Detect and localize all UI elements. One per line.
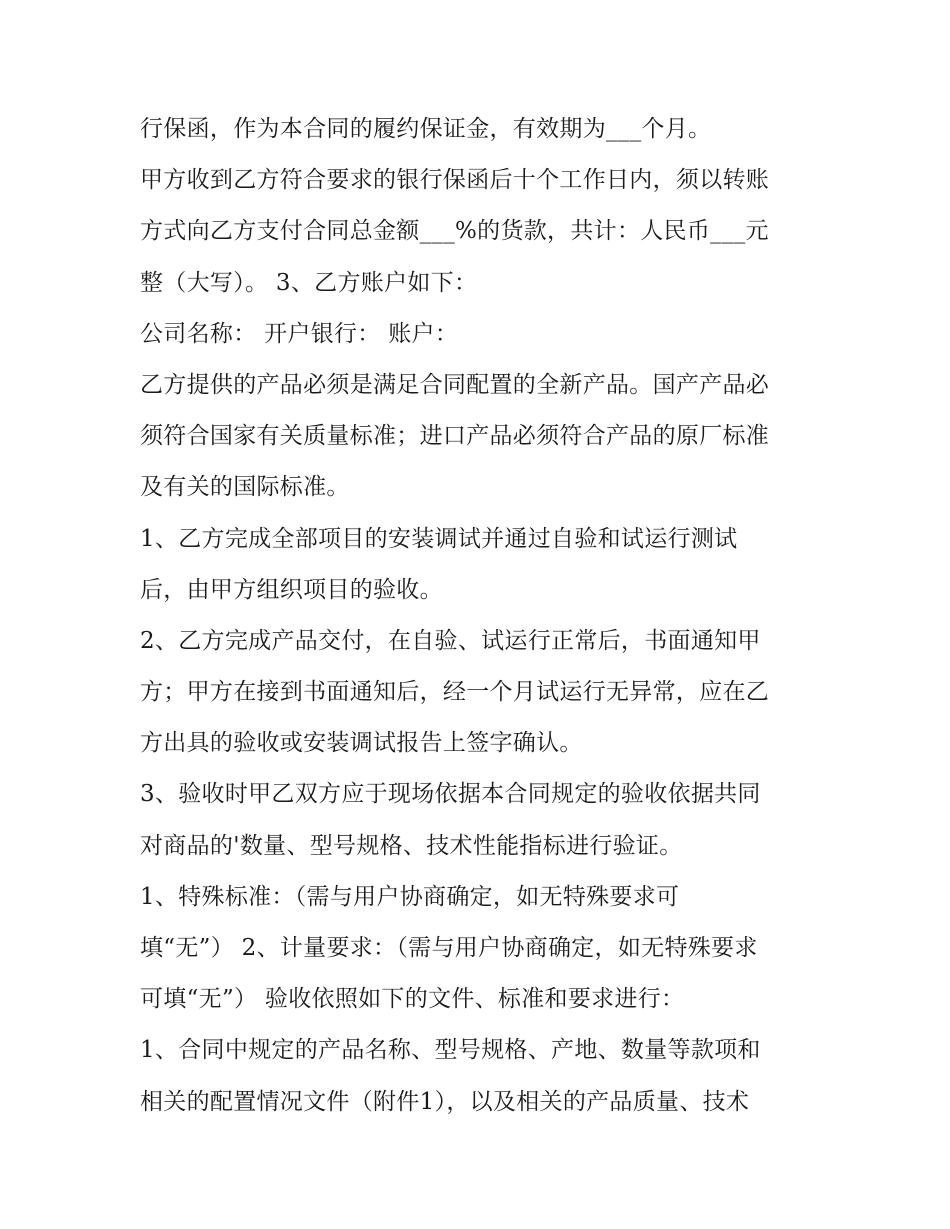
- text-line: 后，由甲方组织项目的验收。: [140, 576, 443, 603]
- text-line: 方式向乙方支付合同总金额___%的货款，共计：人民币___元: [140, 218, 769, 245]
- text-line: 1、特殊标准：（需与用户协商确定，如无特殊要求可: [140, 883, 680, 910]
- text-line: 及有关的国际标准。: [140, 474, 350, 501]
- text-line: 相关的配置情况文件（附件1），以及相关的产品质量、技术: [140, 1088, 750, 1115]
- contract-text-body: [140, 104, 830, 1128]
- text-line: 整（大写）。 3、乙方账户如下：: [140, 269, 478, 296]
- text-line: 方；甲方在接到书面通知后，经一个月试运行无异常，应在乙: [140, 679, 770, 706]
- text-line: 可填“无”） 验收依照如下的文件、标准和要求进行：: [140, 986, 685, 1013]
- text-line: 须符合国家有关质量标准；进口产品必须符合产品的原厂标准: [140, 423, 770, 450]
- text-line: 公司名称： 开户银行： 账户：: [140, 320, 459, 347]
- text-line: 1、乙方完成全部项目的安装调试并通过自验和试运行测试: [140, 525, 738, 552]
- text-line: 甲方收到乙方符合要求的银行保函后十个工作日内，须以转账: [140, 167, 770, 194]
- text-line: 2、乙方完成产品交付，在自验、试运行正常后，书面通知甲: [140, 627, 761, 654]
- text-line: 填“无”） 2、计量要求：（需与用户协商确定，如无特殊要求: [140, 935, 758, 961]
- text-line: 1、合同中规定的产品名称、型号规格、产地、数量等款项和: [140, 1037, 761, 1064]
- text-line: 行保函，作为本合同的履约保证金，有效期为___个月。: [140, 116, 712, 142]
- text-line: 方出具的验收或安装调试报告上签字确认。: [140, 730, 583, 757]
- text-line: 对商品的'数量、型号规格、技术性能指标进行验证。: [140, 832, 683, 859]
- text-line: 3、验收时甲乙双方应于现场依据本合同规定的验收依据共同: [140, 781, 761, 808]
- text-line: 乙方提供的产品必须是满足合同配置的全新产品。国产产品必: [140, 371, 770, 398]
